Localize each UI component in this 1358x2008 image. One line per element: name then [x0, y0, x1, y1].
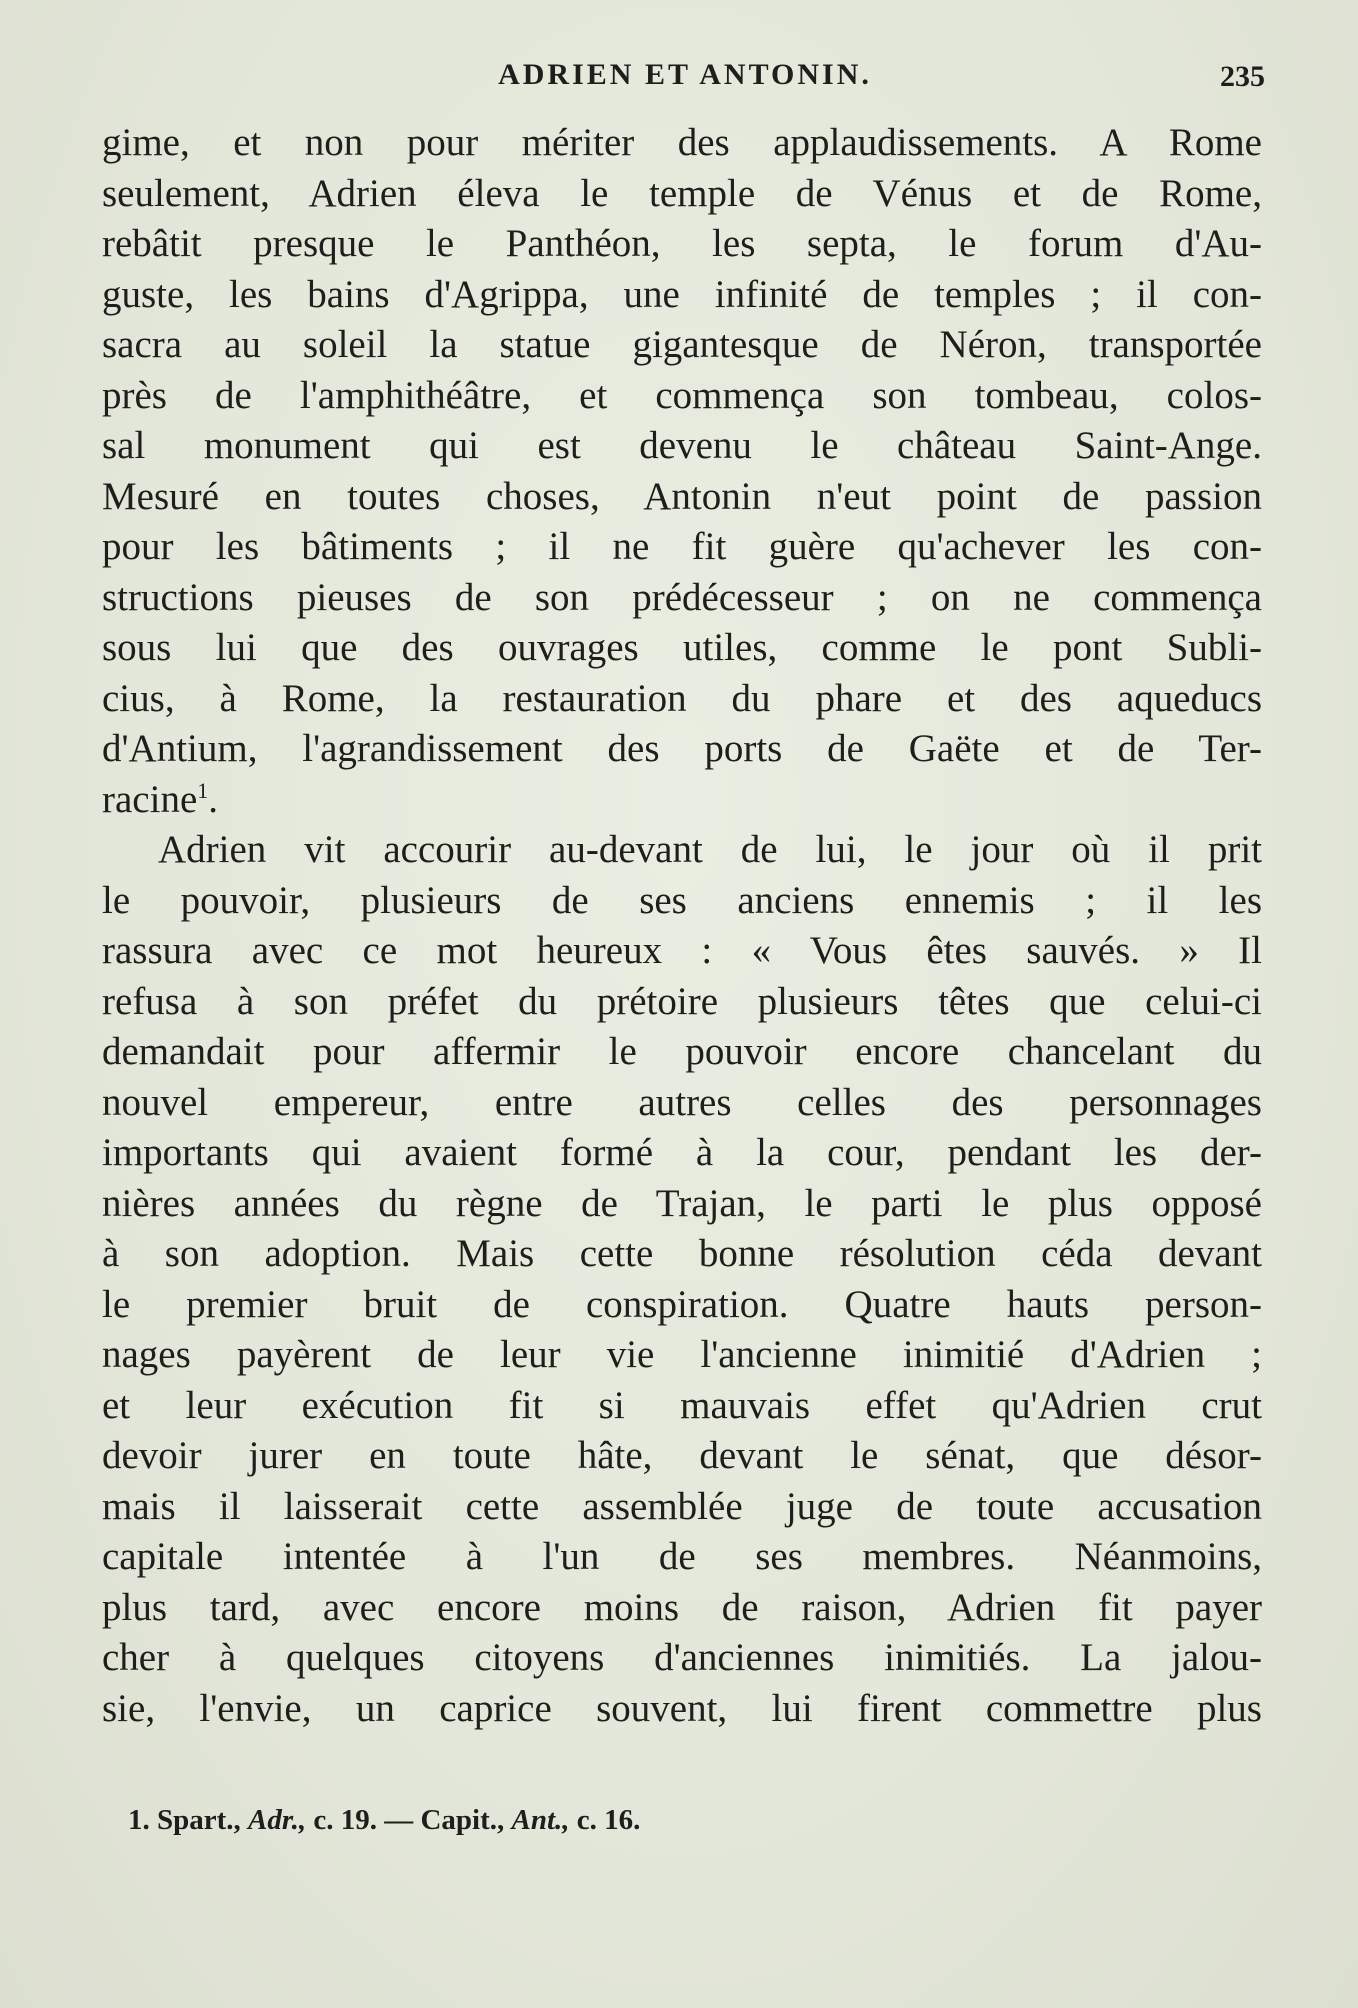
text-line: rassura avec ce mot heureux : « Vous êtes sauvés. » Il	[102, 929, 1262, 972]
text-line: mais il laisserait cette assemblée juge de toute accusation	[102, 1484, 1262, 1528]
text-line: nouvel empereur, entre autres celles des personnages	[102, 1080, 1262, 1124]
text-line: importants qui avaient formé à la cour, pendant les der-	[102, 1131, 1262, 1174]
text-line: devoir jurer en toute hâte, devant le sénat, que désor-	[102, 1434, 1262, 1477]
text-line: sie, l'envie, un caprice souvent, lui firent commettre plus	[102, 1686, 1262, 1730]
footnote-author: Spart.,	[157, 1804, 241, 1836]
text-line: refusa à son préfet du prétoire plusieurs têtes que celui-ci	[102, 979, 1262, 1023]
text-line: nages payèrent de leur vie l'ancienne inimitié d'Adrien ;	[102, 1333, 1262, 1376]
text-line: rebâtit presque le Panthéon, les septa, le forum d'Au-	[102, 222, 1262, 265]
footnote-reference[interactable]: 1	[197, 777, 209, 803]
text-line: gime, et non pour mériter des applaudissements. A Rome	[102, 121, 1262, 164]
text-line: guste, les bains d'Agrippa, une infinité de temples ; il con-	[102, 272, 1262, 316]
text-line-content: racine	[102, 777, 198, 821]
body-text	[102, 118, 1262, 1734]
footnote-work: Ant.,	[511, 1804, 570, 1836]
footnote	[128, 1804, 640, 1837]
text-line: seulement, Adrien éleva le temple de Vénus et de Rome,	[102, 171, 1262, 215]
text-line: cius, à Rome, la restauration du phare et des aqueducs	[102, 676, 1262, 720]
text-line-last	[102, 775, 1262, 826]
running-head: ADRIEN ET ANTONIN.	[498, 58, 872, 91]
text-line: le pouvoir, plusieurs de ses anciens ennemis ; il les	[102, 878, 1262, 922]
footnote-work: Adr.,	[248, 1804, 307, 1836]
page-number: 235	[1220, 60, 1265, 93]
footnote-reference-text: c. 19. —	[313, 1804, 414, 1836]
text-line: structions pieuses de son prédécesseur ; on ne commença	[102, 575, 1262, 619]
text-line: pour les bâtiments ; il ne fit guère qu'achever les con-	[102, 525, 1262, 568]
text-line: plus tard, avec encore moins de raison, Adrien fit payer	[102, 1585, 1262, 1629]
text-line: cher à quelques citoyens d'anciennes inimitiés. La jalou-	[102, 1636, 1262, 1679]
text-line: demandait pour affermir le pouvoir encore chancelant du	[102, 1030, 1262, 1073]
text-line: et leur exécution fit si mauvais effet qu'Adrien crut	[102, 1383, 1262, 1427]
footnote-number: 1.	[128, 1804, 150, 1836]
footnote-author: Capit.,	[420, 1804, 505, 1836]
text-line: sal monument qui est devenu le château Saint-Ange.	[102, 424, 1262, 467]
text-line: près de l'amphithéâtre, et commença son tombeau, colos-	[102, 373, 1262, 417]
text-line: sous lui que des ouvrages utiles, comme le pont Subli-	[102, 626, 1262, 669]
text-line: Mesuré en toutes choses, Antonin n'eut point de passion	[102, 474, 1262, 518]
text-line-punctuation: .	[208, 777, 219, 821]
text-line: capitale intentée à l'un de ses membres. Néanmoins,	[102, 1535, 1262, 1578]
text-line: nières années du règne de Trajan, le parti le plus opposé	[102, 1181, 1262, 1225]
text-line: le premier bruit de conspiration. Quatre hauts person-	[102, 1282, 1262, 1326]
footnote-reference-text: c. 16.	[576, 1804, 641, 1836]
text-line-indented: Adrien vit accourir au-devant de lui, le jour où il prit	[158, 828, 1262, 871]
text-line: d'Antium, l'agrandissement des ports de Gaëte et de Ter-	[102, 727, 1262, 770]
page-header	[100, 58, 1270, 102]
text-line: à son adoption. Mais cette bonne résolution céda devant	[102, 1232, 1262, 1275]
text-line: sacra au soleil la statue gigantesque de Néron, transportée	[102, 323, 1262, 366]
